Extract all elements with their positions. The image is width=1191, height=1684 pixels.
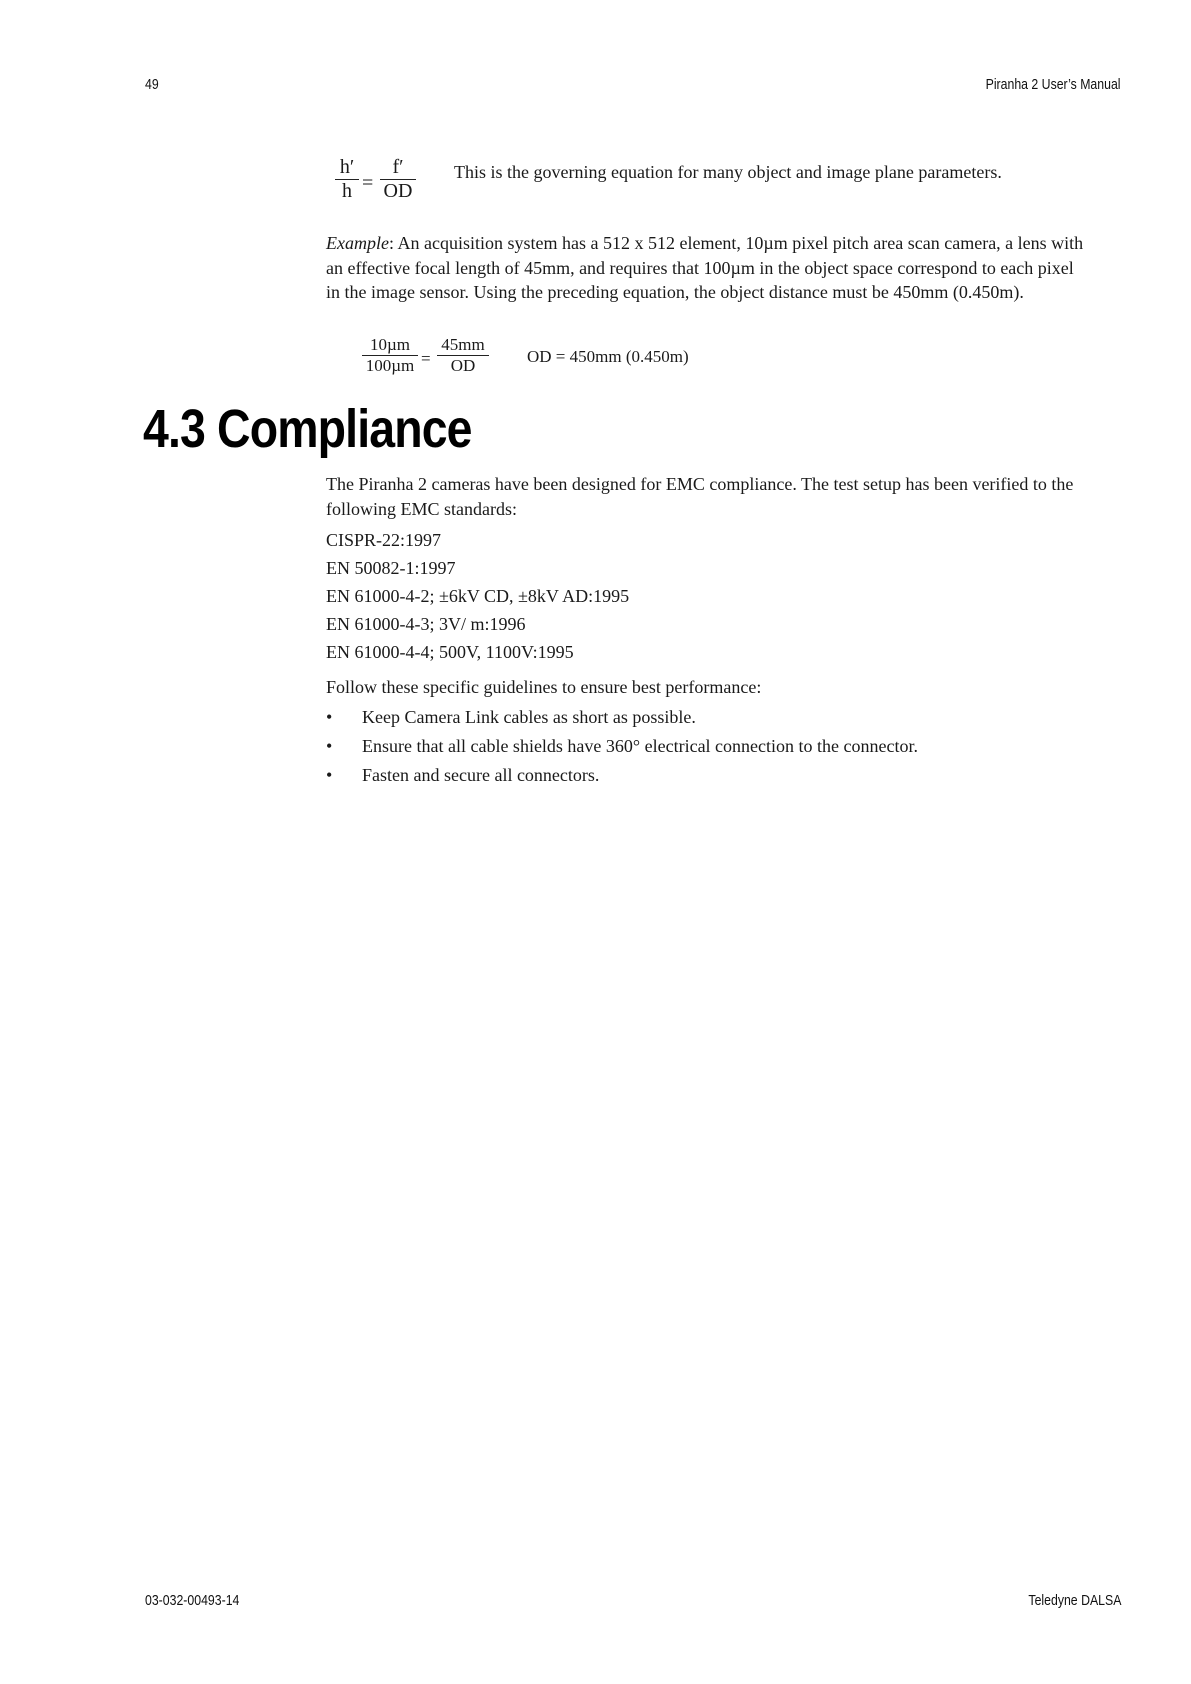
equation1-left-numerator: h′ [339,156,355,178]
equation1-left-fraction [335,156,359,203]
equation2-result: OD = 450mm (0.450m) [527,347,689,366]
bullet-text: Ensure that all cable shields have 360° electrical connection to the connector. [362,736,918,756]
equation1-right-fraction [380,156,416,203]
bullet-text: Fasten and secure all connectors. [362,765,600,785]
equation1-right-denominator: OD [383,180,413,202]
bullet-text: Keep Camera Link cables as short as possible. [362,707,696,727]
standard-item: CISPR-22:1997 [326,530,442,550]
bullet-item [326,707,696,728]
equation1-description: This is the governing equation for many object and image plane parameters. [454,162,1002,182]
company-name: Teledyne DALSA [1028,1592,1121,1609]
equation1-left-denominator: h [342,180,352,202]
equation2-equals: = [421,349,431,368]
guidelines-intro: Follow these specific guidelines to ensure best performance: [326,677,762,697]
bullet-item [326,736,918,757]
equation2-left-numerator: 10µm [369,335,411,354]
equation2-right-fraction [437,335,489,376]
equation2-left-fraction [362,335,418,376]
compliance-intro: The Piranha 2 cameras have been designed for EMC compliance. The test setup has been verified to the following EMC standards: [326,474,1074,519]
bullet-icon: • [326,765,333,785]
standard-item: EN 61000-4-2; ±6kV CD, ±8kV AD:1995 [326,586,630,606]
example-label: Example [326,233,389,253]
manual-title: Piranha 2 User’s Manual [986,76,1121,93]
example-text: : An acquisition system has a 512 x 512 element, 10µm pixel pitch area scan camera, a lens with an effective focal length of 45mm, and requires that 100µm in the object space correspond to each pixel in the image sensor. Using the preceding equation, the object distance must be 450mm (0.450m). [326,233,1084,302]
equation2-left-denominator: 100µm [365,356,415,375]
standard-item: EN 61000-4-3; 3V/ m:1996 [326,614,526,634]
bullet-icon: • [326,736,333,756]
equation1-right-numerator: f′ [392,156,404,178]
example-paragraph [326,231,1086,305]
document-number: 03-032-00493-14 [145,1592,240,1609]
equation1-equals: = [362,172,374,194]
equation2-right-denominator: OD [450,356,476,375]
section-heading: 4.3 Compliance [143,399,472,459]
page-number: 49 [145,76,159,93]
bullet-icon: • [326,707,333,727]
equation2-right-numerator: 45mm [441,335,485,354]
standard-item: EN 61000-4-4; 500V, 1100V:1995 [326,642,574,662]
standard-item: EN 50082-1:1997 [326,558,456,578]
bullet-item [326,765,599,786]
